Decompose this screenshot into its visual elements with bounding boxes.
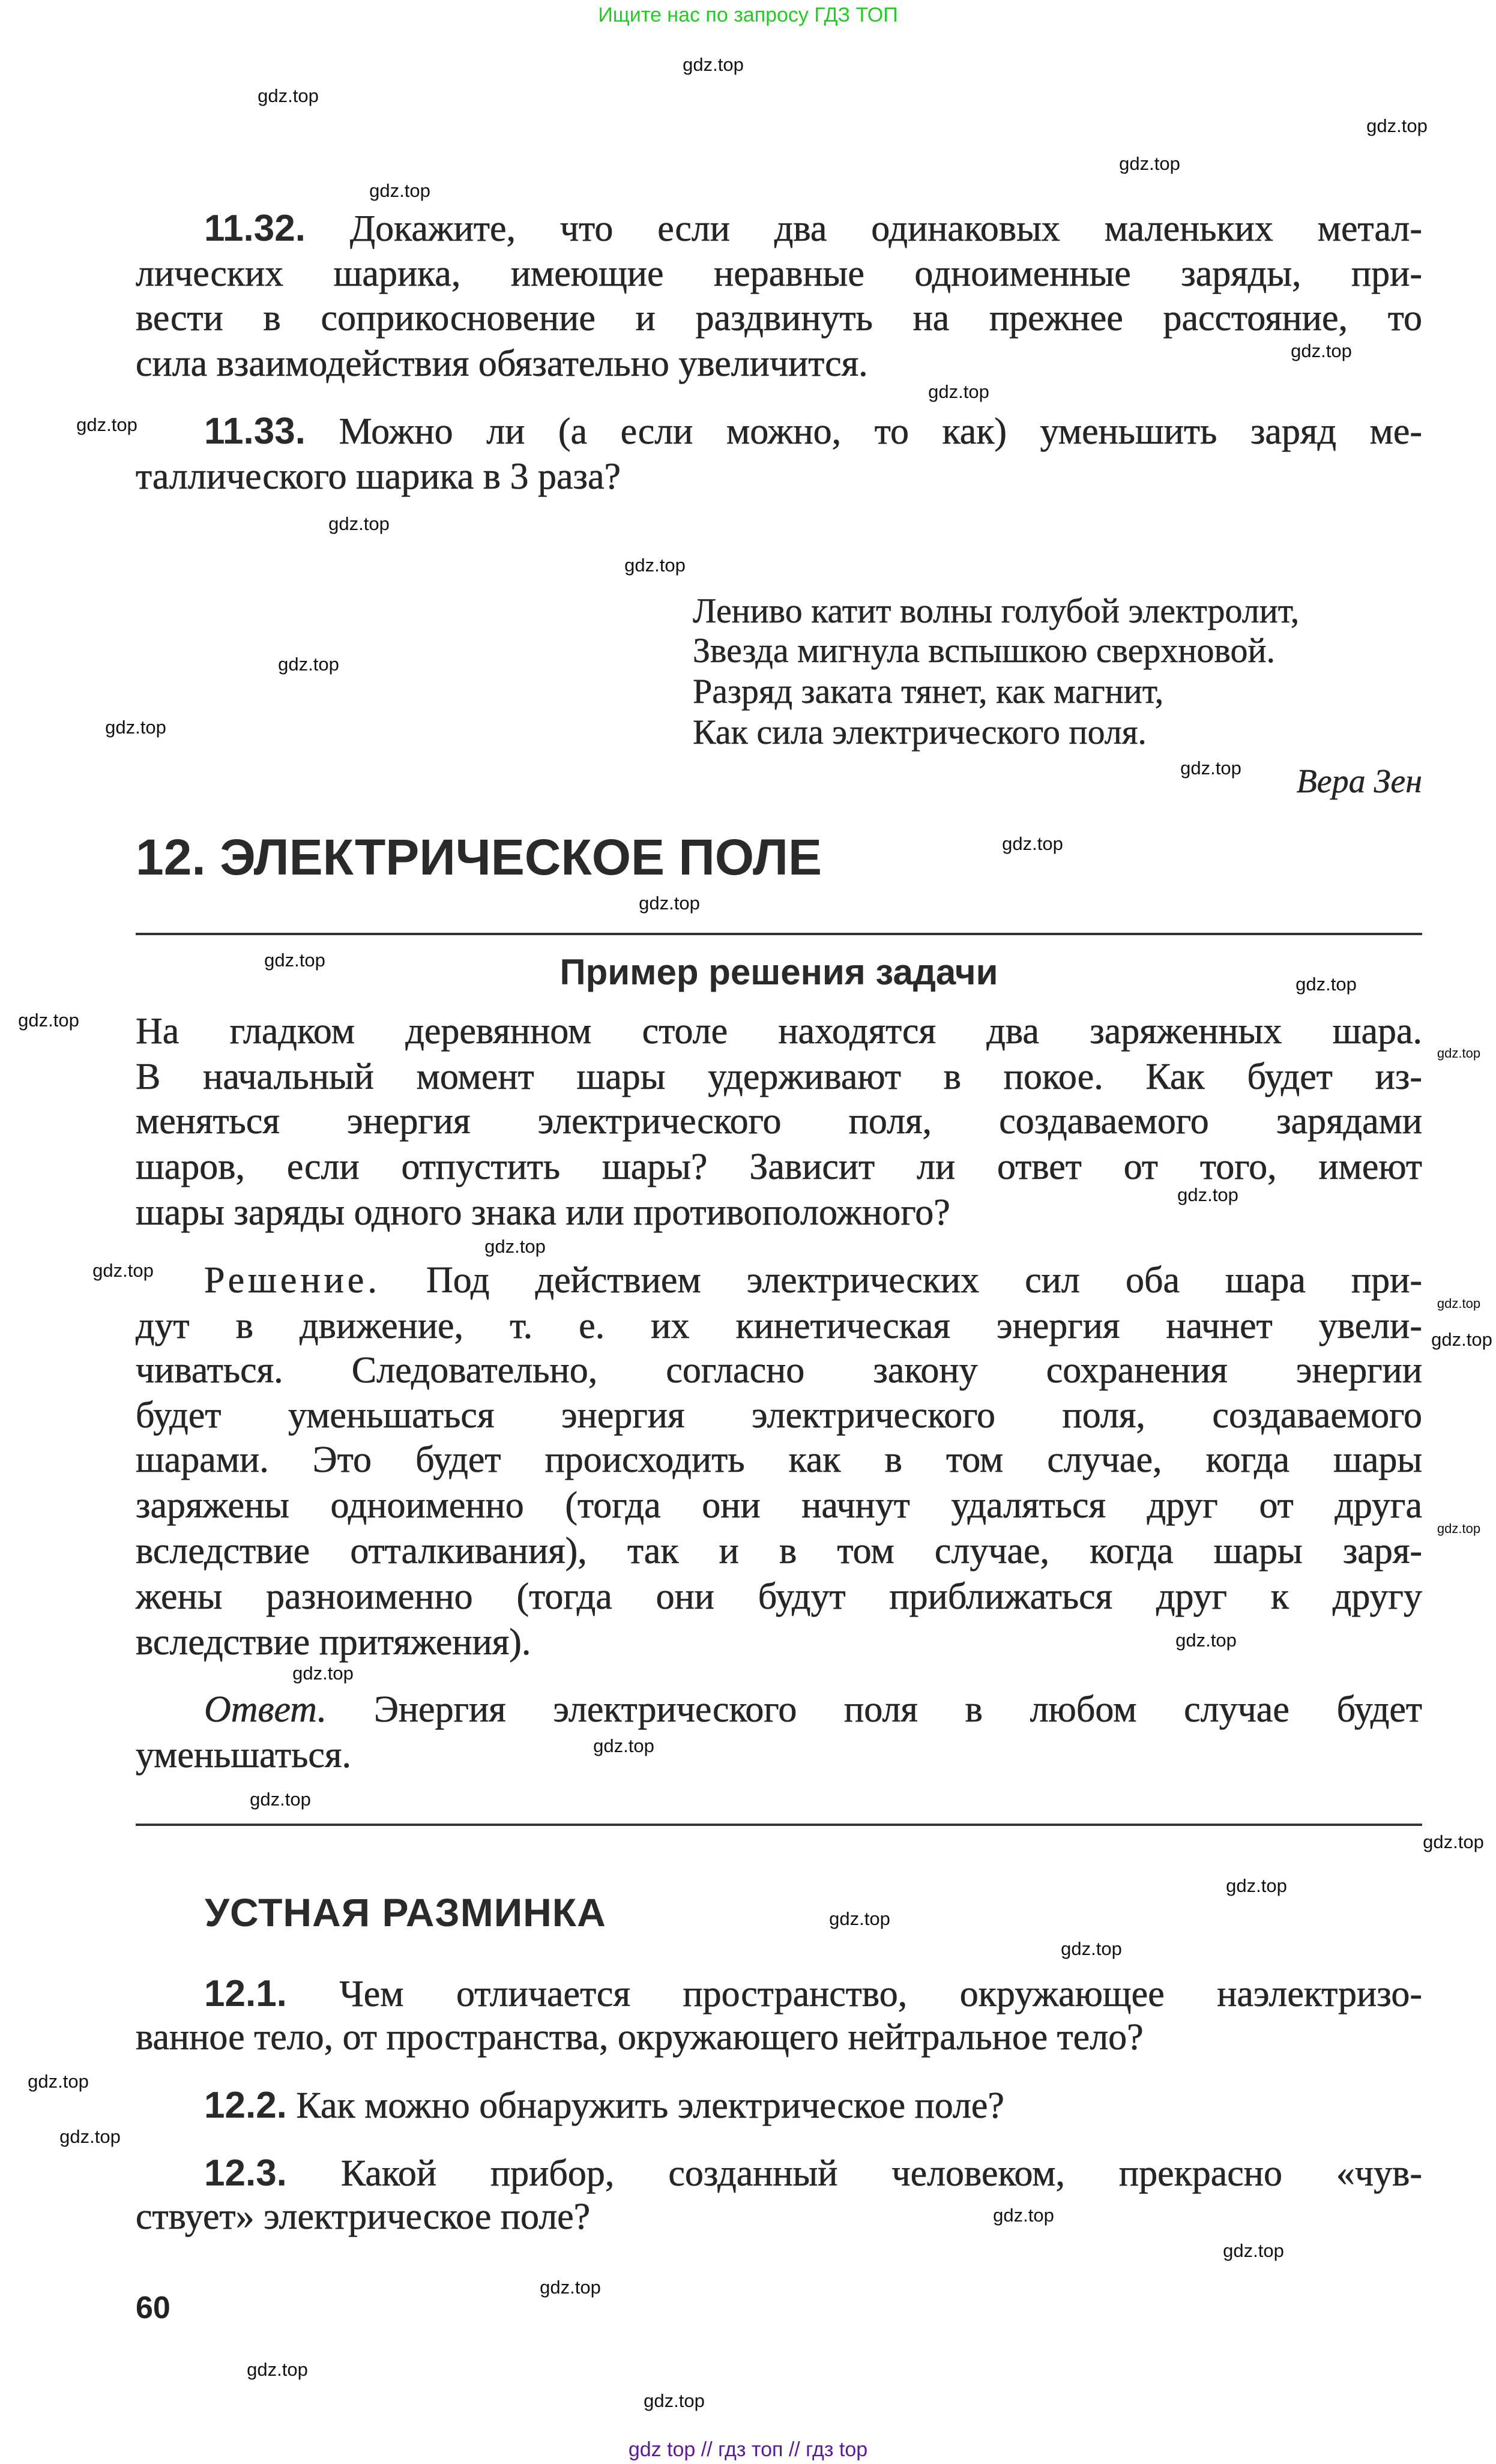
example-problem-line: меняться энергия электрического поля, создаваемого зарядами bbox=[136, 1101, 1422, 1142]
item-number: 12.3. bbox=[204, 2152, 287, 2194]
problem-text: Докажите, что если два одинаковых маленьких метал- bbox=[349, 208, 1422, 249]
watermark: gdz.top bbox=[247, 2359, 308, 2380]
bottom-banner-link[interactable]: gdz top // гдз топ // гдз top bbox=[628, 2438, 868, 2461]
watermark: gdz.top bbox=[1431, 1329, 1492, 1350]
solution-line: будет уменьшаться энергия электрического поля, создаваемого bbox=[136, 1395, 1422, 1436]
poem-line: Разряд заката тянет, как магнит, bbox=[693, 672, 1164, 711]
watermark: gdz.top bbox=[1437, 1296, 1481, 1311]
problem-number: 11.33. bbox=[204, 411, 306, 452]
watermark: gdz.top bbox=[829, 1908, 890, 1929]
page-number: 60 bbox=[136, 2291, 170, 2325]
watermark: gdz.top bbox=[928, 381, 989, 402]
watermark: gdz.top bbox=[1366, 115, 1428, 136]
problem-11-32-line: лических шарика, имеющие неравные одноименные заряды, при- bbox=[136, 253, 1422, 294]
item-text: Какой прибор, созданный человеком, прекрасно «чув- bbox=[340, 2153, 1423, 2194]
watermark: gdz.top bbox=[639, 893, 700, 914]
watermark: gdz.top bbox=[1437, 1046, 1481, 1061]
poem-line: Лениво катит волны голубой электролит, bbox=[693, 591, 1300, 630]
watermark: gdz.top bbox=[593, 1735, 654, 1756]
watermark: gdz.top bbox=[278, 654, 339, 675]
watermark: gdz.top bbox=[1177, 1184, 1238, 1205]
solution-line: шарами. Это будет происходить как в том случае, когда шары bbox=[136, 1439, 1422, 1480]
example-title: Пример решения задачи bbox=[559, 952, 998, 992]
answer-line: уменьшаться. bbox=[136, 1735, 351, 1776]
watermark: gdz.top bbox=[59, 2126, 121, 2147]
watermark: gdz.top bbox=[1119, 153, 1180, 174]
watermark: gdz.top bbox=[1002, 833, 1063, 854]
watermark: gdz.top bbox=[258, 85, 319, 106]
watermark: gdz.top bbox=[1423, 1831, 1484, 1852]
watermark: gdz.top bbox=[993, 2205, 1054, 2226]
watermark: gdz.top bbox=[1437, 1521, 1481, 1536]
poem-line: Звезда мигнула вспышкою сверхновой. bbox=[693, 631, 1275, 670]
example-problem-line: На гладком деревянном столе находятся два заряженных шара. bbox=[136, 1011, 1422, 1052]
watermark: gdz.top bbox=[624, 555, 686, 576]
solution-line: вследствие притяжения). bbox=[136, 1622, 531, 1663]
watermark: gdz.top bbox=[1223, 2240, 1284, 2261]
poem-line: Как сила электрического поля. bbox=[693, 712, 1147, 752]
example-problem-line: В начальный момент шары удерживают в покое. Как будет из- bbox=[136, 1056, 1422, 1097]
watermark: gdz.top bbox=[644, 2390, 705, 2411]
watermark: gdz.top bbox=[1226, 1875, 1287, 1896]
problem-text: Можно ли (а если можно, то как) уменьшить заряд ме- bbox=[339, 411, 1422, 452]
watermark: gdz.top bbox=[1175, 1630, 1237, 1651]
watermark: gdz.top bbox=[28, 2071, 89, 2092]
warmup-item-line: ствует» электрическое поле? bbox=[136, 2196, 591, 2237]
watermark: gdz.top bbox=[105, 717, 166, 738]
divider bbox=[136, 933, 1422, 935]
example-problem-line: шаров, если отпустить шары? Зависит ли ответ от того, имеют bbox=[136, 1146, 1422, 1187]
chapter-title: 12. ЭЛЕКТРИЧЕСКОЕ ПОЛЕ bbox=[136, 829, 822, 885]
answer-label: Ответ. bbox=[204, 1689, 327, 1730]
top-banner-link[interactable]: Ищите нас по запросу ГДЗ ТОП bbox=[598, 4, 898, 26]
solution-line: заряжены одноименно (тогда они начнут удаляться друг от друга bbox=[136, 1485, 1422, 1526]
solution-line: вследствие отталкивания), так и в том случае, когда шары заря- bbox=[136, 1531, 1422, 1571]
solution-line: жены разноименно (тогда они будут приближаться друг к другу bbox=[136, 1576, 1422, 1617]
problem-number: 11.32. bbox=[204, 208, 306, 249]
watermark: gdz.top bbox=[92, 1260, 154, 1281]
warmup-item-line bbox=[204, 2151, 1422, 2196]
solution-text: Под действием электрических сил оба шара при- bbox=[426, 1260, 1422, 1301]
problem-11-33-line: таллического шарика в 3 раза? bbox=[136, 456, 621, 497]
warmup-item-line: ванное тело, от пространства, окружающего нейтральное тело? bbox=[136, 2017, 1144, 2058]
watermark: gdz.top bbox=[76, 414, 137, 435]
watermark: gdz.top bbox=[264, 950, 325, 971]
poem-author: Вера Зен bbox=[1296, 763, 1422, 800]
watermark: gdz.top bbox=[484, 1236, 546, 1257]
solution-line: дут в движение, т. е. их кинетическая энергия начнет увели- bbox=[136, 1306, 1422, 1346]
example-problem-line: шары заряды одного знака или противоположного? bbox=[136, 1192, 950, 1233]
watermark: gdz.top bbox=[683, 54, 744, 75]
solution-label: Решение. bbox=[204, 1260, 381, 1301]
watermark: gdz.top bbox=[1295, 974, 1357, 995]
warmup-item-line bbox=[204, 2083, 1422, 2128]
item-number: 12.2. bbox=[204, 2085, 287, 2126]
watermark: gdz.top bbox=[540, 2277, 601, 2298]
watermark: gdz.top bbox=[369, 180, 430, 201]
warmup-title: УСТНАЯ РАЗМИНКА bbox=[205, 1890, 606, 1935]
problem-11-33-line bbox=[204, 409, 1422, 454]
item-number: 12.1. bbox=[204, 1973, 287, 2014]
answer-line bbox=[204, 1687, 1422, 1732]
watermark: gdz.top bbox=[1061, 1938, 1122, 1959]
problem-11-32-line bbox=[204, 206, 1422, 251]
watermark: gdz.top bbox=[1291, 340, 1352, 361]
solution-line: чиваться. Следовательно, согласно закону сохранения энергии bbox=[136, 1350, 1422, 1391]
watermark: gdz.top bbox=[328, 513, 390, 534]
warmup-item-line bbox=[204, 1971, 1422, 2016]
item-text: Чем отличается пространство, окружающее наэлектризо- bbox=[339, 1974, 1422, 2014]
watermark: gdz.top bbox=[292, 1663, 354, 1684]
divider bbox=[136, 1824, 1422, 1826]
problem-11-32-line: вести в соприкосновение и раздвинуть на прежнее расстояние, то bbox=[136, 298, 1422, 339]
watermark: gdz.top bbox=[1180, 758, 1241, 779]
problem-11-32-line: сила взаимодействия обязательно увеличится. bbox=[136, 343, 868, 384]
item-text: Как можно обнаружить электрическое поле? bbox=[296, 2085, 1004, 2126]
answer-text: Энергия электрического поля в любом случае будет bbox=[373, 1689, 1423, 1730]
solution-line bbox=[204, 1258, 1422, 1303]
example-title-row bbox=[136, 951, 1422, 993]
watermark: gdz.top bbox=[250, 1789, 311, 1810]
watermark: gdz.top bbox=[18, 1010, 79, 1031]
